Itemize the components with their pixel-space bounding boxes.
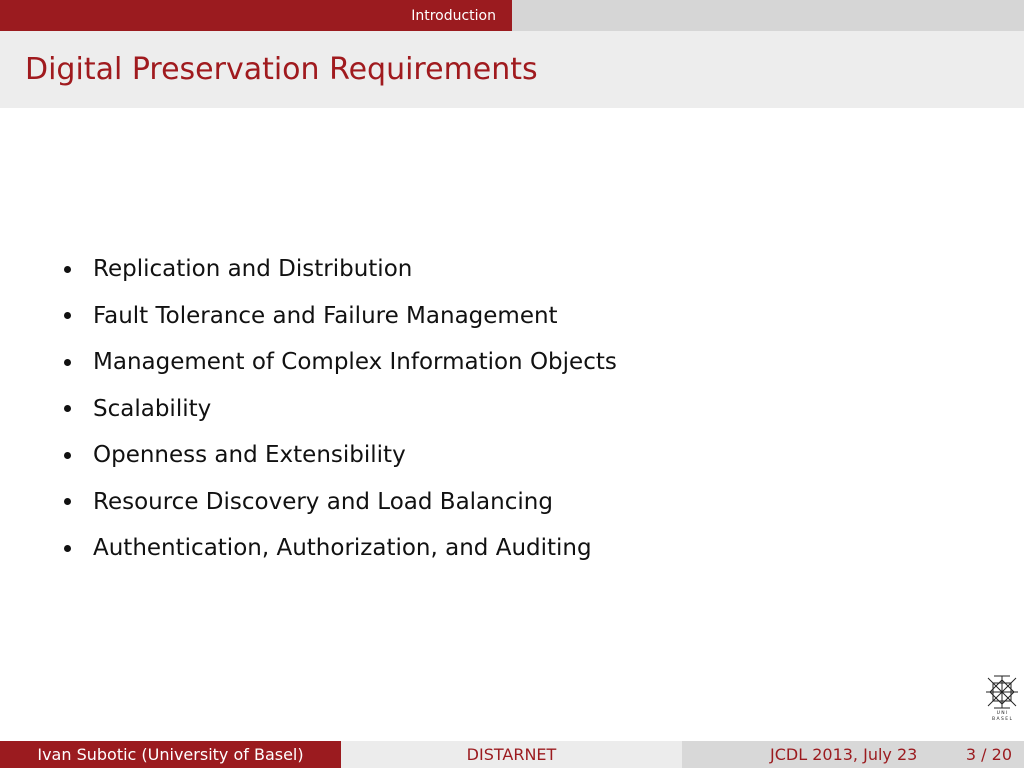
bullet-icon	[64, 452, 71, 459]
bullet-icon	[64, 312, 71, 319]
bullet-icon	[64, 359, 71, 366]
bullet-list	[64, 246, 617, 572]
list-item	[64, 432, 617, 479]
list-item-text: Replication and Distribution	[93, 256, 413, 283]
footer-date: JCDL 2013, July 23	[770, 745, 918, 764]
bullet-icon	[64, 405, 71, 412]
page-number: 3 / 20	[965, 745, 1012, 764]
list-item	[64, 293, 617, 340]
page-title: Digital Preservation Requirements	[25, 52, 538, 87]
list-item-text: Fault Tolerance and Failure Management	[93, 302, 558, 329]
list-item	[64, 339, 617, 386]
footer-right-panel	[682, 741, 1024, 768]
bullet-icon	[64, 545, 71, 552]
footer-title: DISTARNET	[341, 741, 682, 768]
list-item-text: Authentication, Authorization, and Auditing	[93, 535, 592, 562]
list-item	[64, 525, 617, 572]
university-logo-icon	[984, 674, 1020, 722]
list-item-text: Management of Complex Information Objects	[93, 349, 617, 376]
list-item-text: Resource Discovery and Load Balancing	[93, 488, 553, 515]
list-item	[64, 386, 617, 433]
navigation-bar-fill	[512, 0, 1024, 31]
list-item-text: Openness and Extensibility	[93, 442, 406, 469]
list-item	[64, 246, 617, 293]
svg-text:U N I: U N I	[996, 711, 1008, 716]
bullet-icon	[64, 498, 71, 505]
navigation-bar	[0, 0, 1024, 31]
svg-text:B A S E L: B A S E L	[991, 717, 1013, 722]
bullet-icon	[64, 266, 71, 273]
section-tab-introduction[interactable]: Introduction	[0, 0, 512, 31]
footer	[0, 741, 1024, 768]
list-item	[64, 479, 617, 526]
footer-author: Ivan Subotic (University of Basel)	[0, 741, 341, 768]
list-item-text: Scalability	[93, 395, 212, 422]
